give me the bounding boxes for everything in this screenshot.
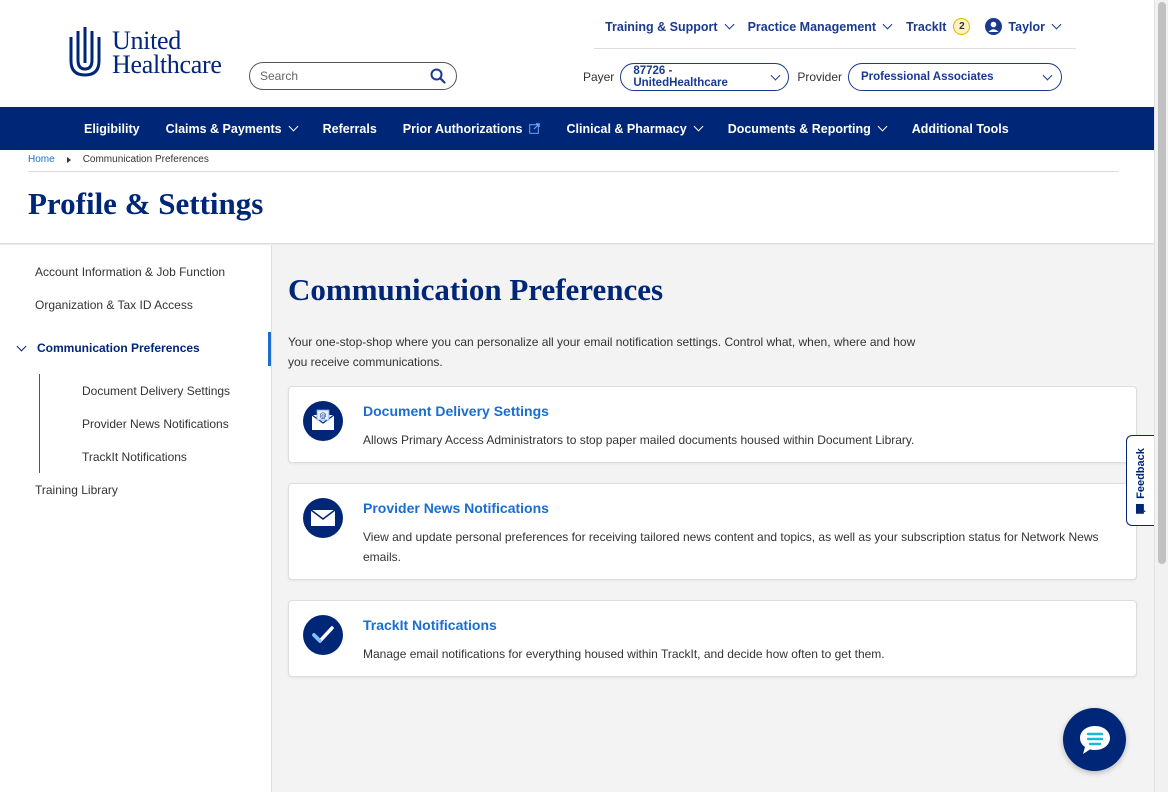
nav-documents-label: Documents & Reporting: [727, 121, 871, 136]
provider-label: Provider: [797, 70, 842, 84]
nav-clinical-pharmacy[interactable]: [566, 122, 701, 136]
user-menu[interactable]: [985, 18, 1060, 35]
sidebar-subitem-provider-news[interactable]: Provider News Notifications: [82, 417, 229, 431]
payer-value: 87726 - UnitedHealthcare: [633, 65, 728, 89]
brand-line-2: Healthcare: [112, 50, 222, 79]
svg-text:@: @: [319, 412, 327, 420]
training-support-menu[interactable]: [605, 20, 733, 34]
at-envelope-icon: [303, 401, 343, 441]
practice-management-label: Practice Management: [747, 19, 877, 34]
chevron-down-icon: [1043, 70, 1053, 80]
chevron-down-icon: [17, 341, 27, 351]
nav-clinical-label: Clinical & Pharmacy: [566, 121, 687, 136]
nav-eligibility-label: Eligibility: [84, 121, 140, 136]
sidebar-item-training[interactable]: Training Library: [35, 483, 118, 497]
chevron-down-icon: [1052, 20, 1062, 30]
brand-name: [112, 26, 222, 79]
sidebar-item-communication[interactable]: [18, 341, 200, 355]
user-name: Taylor: [1008, 19, 1045, 34]
chat-button[interactable]: [1063, 708, 1126, 771]
header-divider: [594, 48, 1076, 49]
payer-select[interactable]: [620, 63, 789, 91]
nav-referrals-label: Referrals: [322, 121, 377, 136]
feedback-label: Feedback: [1134, 447, 1147, 499]
training-support-label: Training & Support: [605, 19, 718, 34]
page-title: Profile & Settings: [28, 186, 264, 221]
main-content: [272, 245, 1154, 792]
content-title: Communication Preferences: [288, 272, 664, 307]
brand-line-1: United: [112, 26, 181, 55]
uhc-logo-mark-icon: [68, 27, 102, 79]
trackit-count-badge: 2: [953, 18, 970, 35]
nav-claims-label: Claims & Payments: [165, 121, 282, 136]
breadcrumb-divider: [28, 171, 1119, 172]
chevron-down-icon: [877, 122, 887, 132]
scrollbar-thumb[interactable]: [1158, 2, 1166, 564]
page-scrollbar[interactable]: [1154, 0, 1168, 792]
chat-bubble-icon: [1078, 724, 1112, 756]
card-document-delivery[interactable]: [288, 386, 1137, 463]
provider-value: Professional Associates: [861, 71, 994, 83]
chevron-down-icon: [770, 70, 780, 80]
nav-eligibility[interactable]: [84, 122, 140, 136]
card-provider-news[interactable]: [288, 483, 1137, 580]
feedback-icon: [1136, 503, 1146, 513]
nav-tools-label: Additional Tools: [911, 121, 1009, 136]
user-avatar-icon: [985, 18, 1002, 35]
feedback-tab[interactable]: [1126, 435, 1154, 526]
card-title: Provider News Notifications: [363, 500, 549, 516]
nav-referrals[interactable]: [323, 122, 377, 136]
unitedhealthcare-logo[interactable]: [68, 27, 222, 79]
submenu-line: [39, 374, 40, 473]
breadcrumb-current: Communication Preferences: [82, 154, 209, 165]
feedback-label-wrap: [1135, 448, 1147, 514]
card-title: Document Delivery Settings: [363, 403, 549, 419]
nav-documents-reporting[interactable]: [728, 122, 886, 136]
chevron-down-icon: [724, 20, 734, 30]
provider-select[interactable]: [848, 63, 1062, 91]
checkmark-icon: [303, 615, 343, 655]
main-nav: [0, 107, 1154, 150]
chevron-down-icon: [693, 122, 703, 132]
payer-label: Payer: [582, 70, 615, 84]
payer-provider-selectors: [583, 63, 1062, 91]
card-title: TrackIt Notifications: [363, 617, 497, 633]
sidebar: [0, 245, 272, 792]
sidebar-subitem-trackit[interactable]: TrackIt Notifications: [82, 450, 187, 464]
chevron-down-icon: [288, 122, 298, 132]
breadcrumb: [28, 154, 209, 165]
utility-nav: [590, 18, 1060, 35]
breadcrumb-arrow-icon: [67, 157, 71, 163]
chevron-down-icon: [883, 20, 893, 30]
search-input[interactable]: [260, 69, 420, 83]
sidebar-subitem-document-delivery[interactable]: Document Delivery Settings: [82, 384, 231, 398]
nav-additional-tools[interactable]: [912, 122, 1009, 136]
breadcrumb-home[interactable]: Home: [28, 154, 55, 165]
card-trackit[interactable]: [288, 600, 1137, 677]
card-description: Allows Primary Access Administrators to stop paper mailed documents housed within Document Library.: [363, 433, 915, 447]
search-box: [249, 62, 457, 90]
sidebar-item-organization[interactable]: Organization & Tax ID Access: [35, 298, 193, 312]
nav-claims-payments[interactable]: [166, 122, 297, 136]
card-description: Manage email notifications for everything housed within TrackIt, and decide how often to get them.: [363, 647, 885, 661]
nav-prior-auth-label: Prior Authorizations: [402, 121, 523, 136]
trackit-link[interactable]: [906, 18, 970, 35]
sidebar-item-communication-label: Communication Preferences: [37, 341, 200, 355]
search-icon[interactable]: [430, 68, 446, 84]
content-description: Your one-stop-shop where you can personalize all your email notification settings. Control what, when, where and how you receive communications.: [288, 335, 916, 369]
site-header: [0, 0, 1154, 107]
external-link-icon: [529, 123, 540, 134]
sidebar-item-account[interactable]: Account Information & Job Function: [35, 265, 226, 279]
trackit-label: TrackIt: [906, 19, 947, 34]
active-indicator: [268, 332, 271, 366]
envelope-icon: [303, 498, 343, 538]
card-description: View and update personal preferences for receiving tailored news content and topics, as well as your subscription status for Network News emails.: [363, 530, 1099, 564]
practice-management-menu[interactable]: [748, 20, 892, 34]
nav-prior-authorizations[interactable]: [403, 122, 541, 136]
